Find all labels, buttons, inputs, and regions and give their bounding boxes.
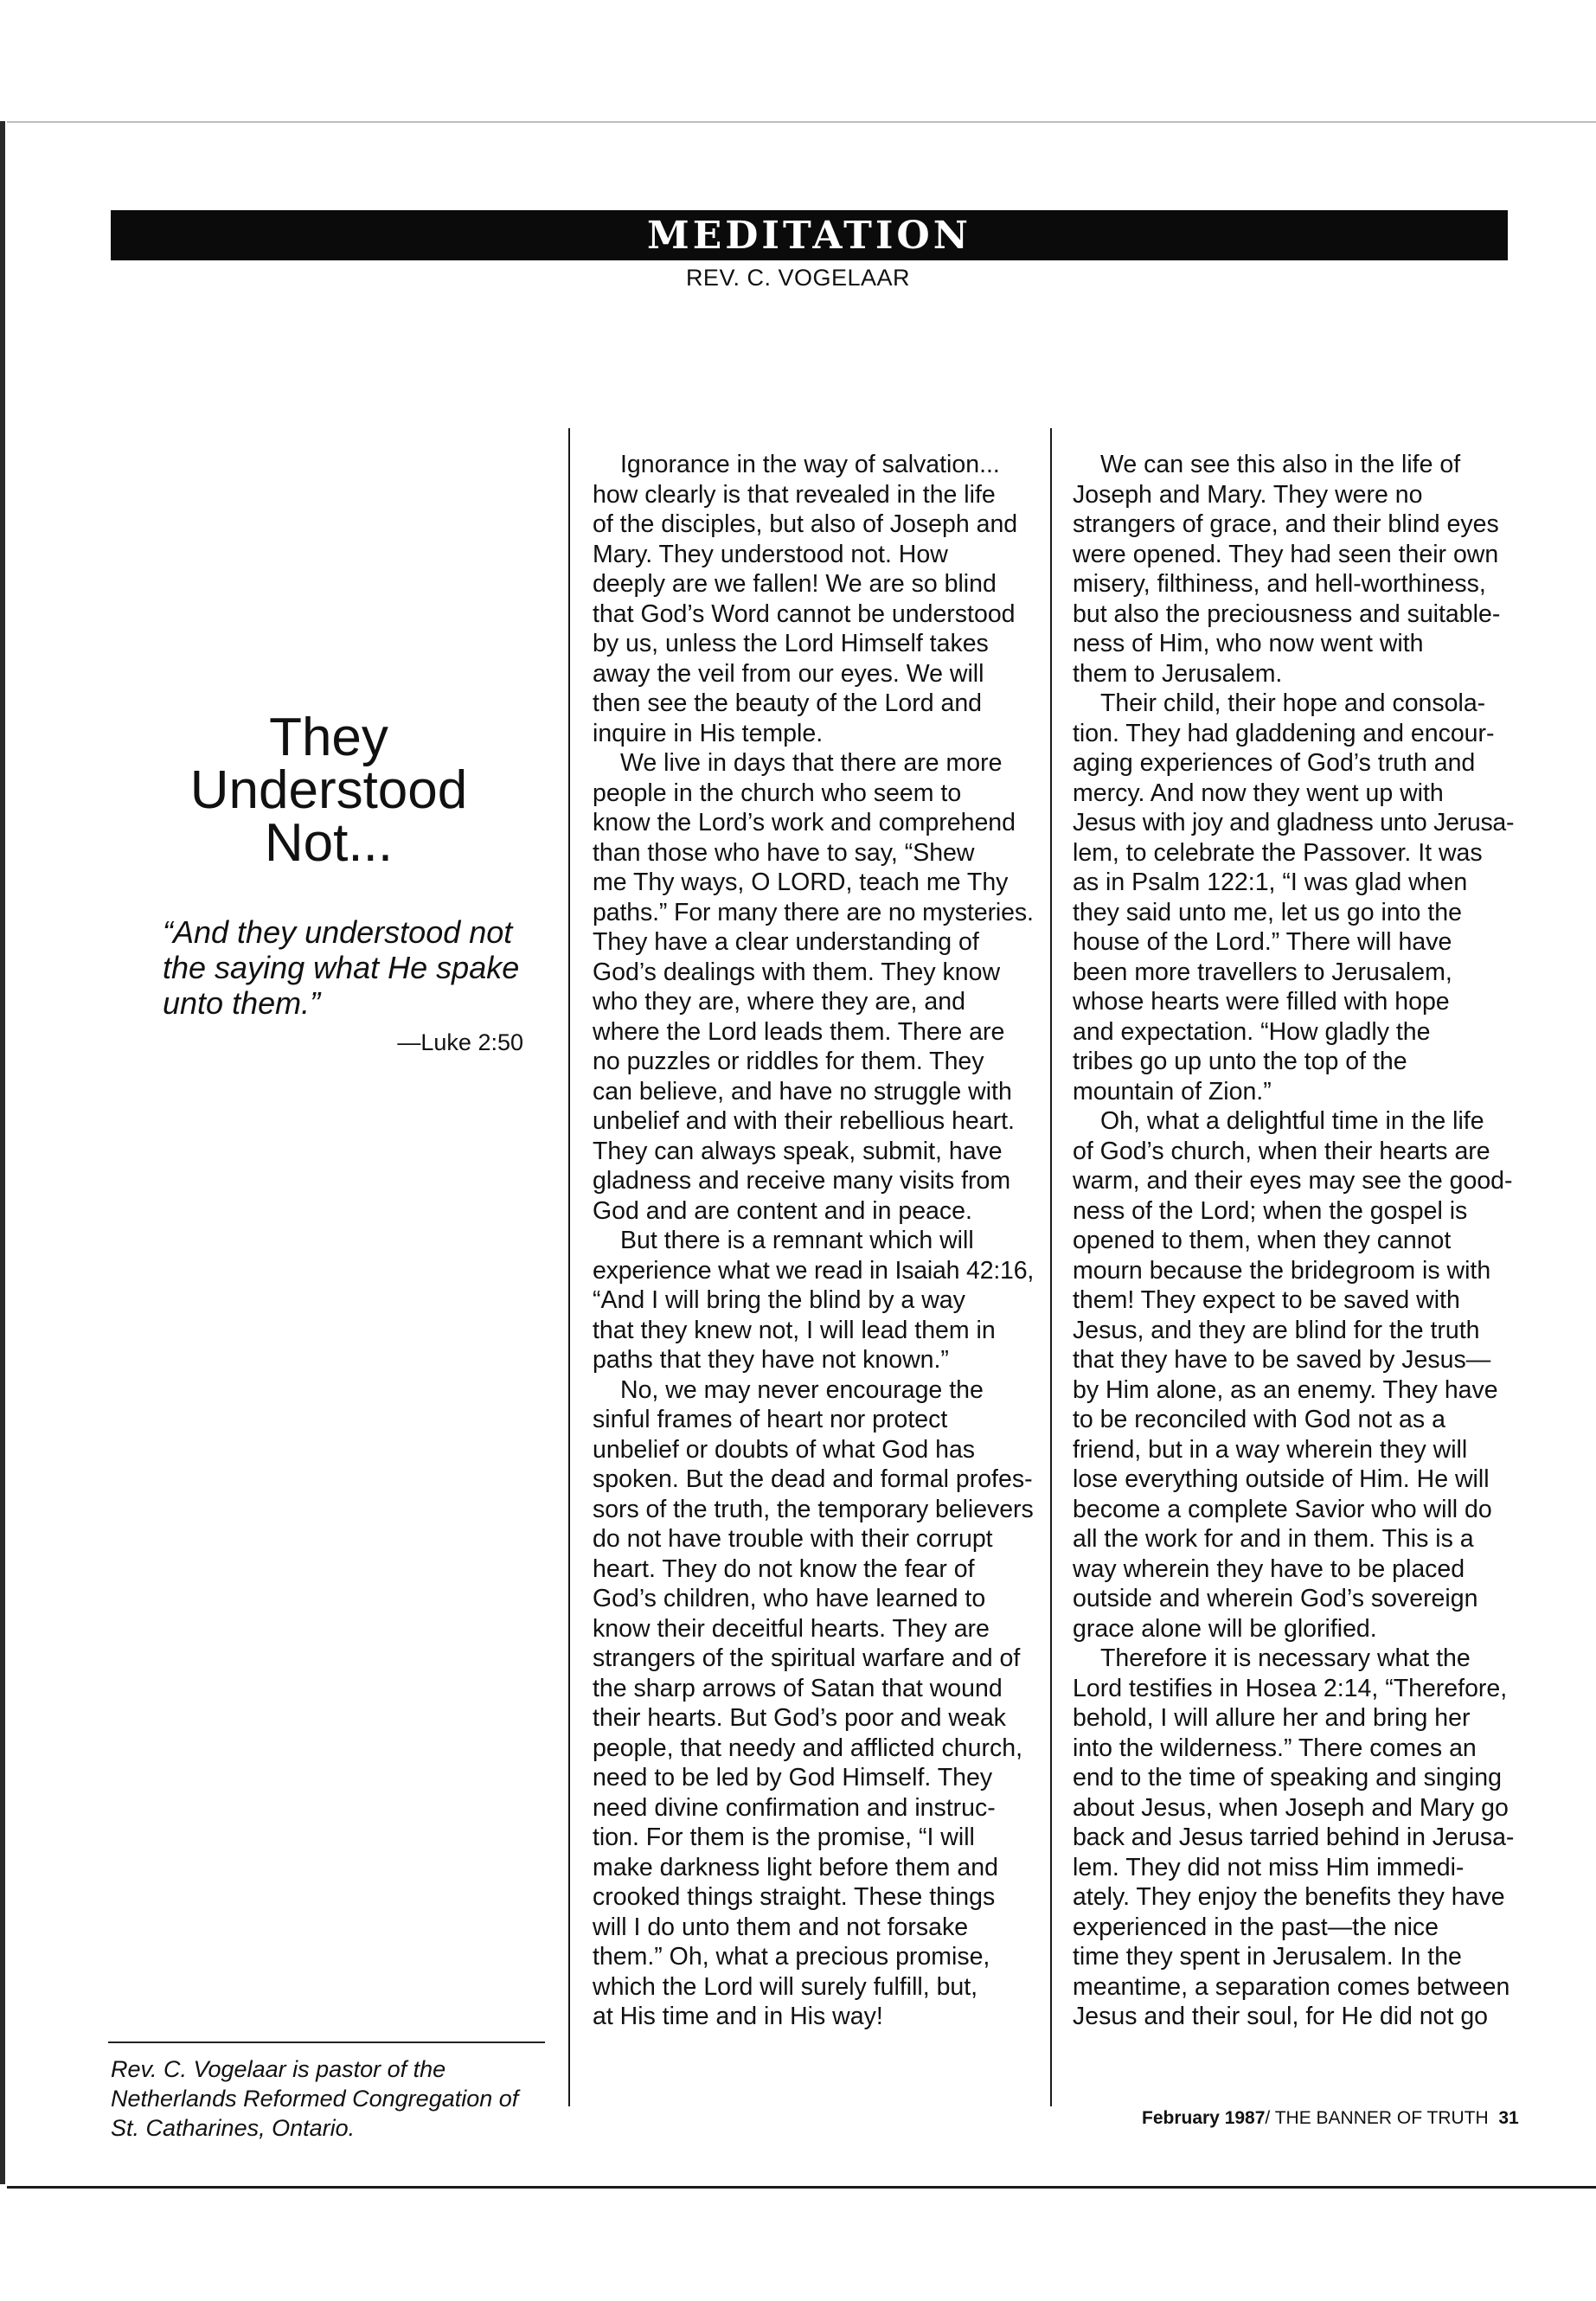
- text-line: that they knew not, I will lead them in: [593, 1316, 996, 1344]
- epigraph-quote: “And they understood not the saying what He spake unto them.”: [163, 914, 520, 1021]
- text-line: mountain of Zion.”: [1073, 1077, 1272, 1106]
- footer-date: February 1987: [1142, 2108, 1266, 2128]
- text-line: by us, unless the Lord Himself takes: [593, 630, 989, 657]
- text-line: the sharp arrows of Satan that wound: [593, 1674, 1003, 1702]
- text-line: Therefore it is necessary what the: [1100, 1644, 1471, 1672]
- text-line: spoken. But the dead and formal profes-: [593, 1465, 1033, 1493]
- text-line: their hearts. But God’s poor and weak: [593, 1704, 1006, 1732]
- text-line: friend, but in a way wherein they will: [1073, 1435, 1468, 1464]
- text-line: lose everything outside of Him. He will: [1073, 1465, 1490, 1493]
- text-line: time they spent in Jerusalem. In the: [1073, 1943, 1462, 1971]
- text-line: warm, and their eyes may see the good-: [1073, 1167, 1513, 1195]
- text-line: We live in days that there are more: [620, 749, 1003, 777]
- text-line: Their child, their hope and consola-: [1100, 689, 1486, 717]
- text-line: will I do unto them and not forsake: [593, 1913, 969, 1941]
- text-line: me Thy ways, O LORD, teach me Thy: [593, 868, 1009, 896]
- text-line: were opened. They had seen their own: [1073, 540, 1499, 568]
- text-line: God and are content and in peace.: [593, 1196, 972, 1225]
- footer-publication: / THE BANNER OF TRUTH: [1265, 2108, 1489, 2128]
- text-line: become a complete Savior who will do: [1073, 1495, 1492, 1523]
- text-line: by Him alone, as an enemy. They have: [1073, 1375, 1498, 1404]
- text-line: ness of Him, who now went with: [1073, 630, 1424, 657]
- text-line: Jesus and their soul, for He did not go: [1073, 2003, 1489, 2030]
- text-line: people in the church who seem to: [593, 779, 962, 807]
- text-line: outside and wherein God’s sovereign: [1073, 1585, 1478, 1612]
- text-line: that God’s Word cannot be understood: [593, 599, 1016, 628]
- text-line: lem, to celebrate the Passover. It was: [1073, 838, 1483, 867]
- text-line: about Jesus, when Joseph and Mary go: [1073, 1793, 1509, 1822]
- text-line: at His time and in His way!: [593, 2003, 883, 2030]
- text-line: they said unto me, let us go into the: [1073, 898, 1462, 926]
- text-line: strangers of grace, and their blind eyes: [1073, 510, 1499, 538]
- text-line: been more travellers to Jerusalem,: [1073, 958, 1452, 986]
- text-line: whose hearts were filled with hope: [1073, 988, 1450, 1016]
- text-line: Lord testifies in Hosea 2:14, “Therefore,: [1073, 1674, 1508, 1702]
- text-line: strangers of the spiritual warfare and of: [593, 1644, 1021, 1672]
- text-line: all the work for and in them. This is a: [1073, 1525, 1474, 1553]
- article-column-right: [1073, 450, 1514, 2032]
- section-title: MEDITATION: [647, 213, 971, 258]
- text-line: end to the time of speaking and singing: [1073, 1764, 1502, 1791]
- text-line: sors of the truth, the temporary believers: [593, 1495, 1034, 1523]
- text-line: lem. They did not miss Him immedi-: [1073, 1853, 1465, 1881]
- text-line: back and Jesus tarried behind in Jerusa-: [1073, 1823, 1515, 1851]
- text-line: need to be led by God Himself. They: [593, 1764, 993, 1791]
- text-line: They have a clear understanding of: [593, 928, 979, 956]
- text-line: them to Jerusalem.: [1073, 659, 1283, 688]
- text-line: meantime, a separation comes between: [1073, 1972, 1510, 2001]
- text-line: how clearly is that revealed in the life: [593, 480, 996, 509]
- text-line: Jesus with joy and gladness unto Jerusa-: [1073, 809, 1515, 836]
- text-line: to be reconciled with God not as a: [1073, 1406, 1445, 1433]
- text-line: of God’s church, when their hearts are: [1073, 1137, 1490, 1165]
- text-line: experience what we read in Isaiah 42:16,: [593, 1256, 1035, 1285]
- text-line: then see the beauty of the Lord and: [593, 689, 983, 717]
- text-line: deeply are we fallen! We are so blind: [593, 570, 997, 598]
- text-line: ness of the Lord; when the gospel is: [1073, 1196, 1468, 1225]
- text-line: Ignorance in the way of salvation...: [620, 451, 1000, 478]
- text-line: paths that they have not known.”: [593, 1346, 949, 1374]
- text-line: know the Lord’s work and comprehend: [593, 809, 1016, 836]
- article-title: [130, 708, 528, 873]
- column-divider: [568, 428, 570, 2106]
- text-line: way wherein they have to be placed: [1073, 1554, 1465, 1583]
- text-line: can believe, and have no struggle with: [593, 1077, 1012, 1106]
- text-line: mourn because the bridegroom is with: [1073, 1256, 1491, 1285]
- text-line: unbelief and with their rebellious heart.: [593, 1107, 1015, 1135]
- text-line: grace alone will be glorified.: [1073, 1614, 1377, 1643]
- text-line: opened to them, when they cannot: [1073, 1227, 1452, 1254]
- text-line: God’s dealings with them. They know: [593, 958, 1001, 986]
- page-edge-shadow: [0, 121, 5, 2184]
- text-line: which the Lord will surely fulfill, but,: [593, 1972, 978, 2001]
- text-line: heart. They do not know the fear of: [593, 1554, 975, 1583]
- text-line: need divine confirmation and instruc-: [593, 1793, 996, 1822]
- title-line: They: [269, 708, 388, 767]
- text-line: into the wilderness.” There comes an: [1073, 1734, 1477, 1762]
- text-line: know their deceitful hearts. They are: [593, 1614, 990, 1643]
- text-line: Oh, what a delightful time in the life: [1100, 1107, 1484, 1135]
- text-line: away the veil from our eyes. We will: [593, 659, 984, 688]
- text-line: them! They expect to be saved with: [1073, 1286, 1460, 1314]
- text-line: them.” Oh, what a precious promise,: [593, 1943, 990, 1971]
- text-line: tion. They had gladdening and encour-: [1073, 719, 1495, 747]
- text-line: that they have to be saved by Jesus—: [1073, 1346, 1491, 1374]
- text-line: No, we may never encourage the: [620, 1375, 984, 1404]
- text-line: make darkness light before them and: [593, 1853, 998, 1881]
- text-line: crooked things straight. These things: [593, 1883, 996, 1911]
- text-line: do not have trouble with their corrupt: [593, 1525, 993, 1553]
- title-line: Understood: [189, 760, 468, 820]
- text-line: as in Psalm 122:1, “I was glad when: [1073, 868, 1468, 896]
- text-line: ately. They enjoy the benefits they have: [1073, 1883, 1505, 1911]
- text-line: “And I will bring the blind by a way: [593, 1286, 965, 1314]
- text-line: of the disciples, but also of Joseph and: [593, 510, 1018, 538]
- page-footer: [1142, 2108, 1519, 2129]
- text-line: tribes go up unto the top of the: [1073, 1048, 1407, 1075]
- text-line: tion. For them is the promise, “I will: [593, 1823, 975, 1851]
- text-line: Jesus, and they are blind for the truth: [1073, 1316, 1480, 1344]
- text-line: God’s children, who have learned to: [593, 1585, 986, 1612]
- text-line: but also the preciousness and suitable-: [1073, 599, 1501, 628]
- page-number: 31: [1498, 2108, 1519, 2128]
- title-line: Not...: [264, 813, 394, 873]
- text-line: sinful frames of heart nor protect: [593, 1406, 948, 1433]
- text-line: misery, filthiness, and hell-worthiness,: [1073, 570, 1486, 598]
- text-line: and expectation. “How gladly the: [1073, 1017, 1431, 1046]
- text-line: But there is a remnant which will: [620, 1227, 974, 1254]
- text-line: Mary. They understood not. How: [593, 540, 948, 568]
- text-line: people, that needy and afflicted church,: [593, 1734, 1022, 1762]
- text-line: paths.” For many there are no mysteries.: [593, 898, 1034, 926]
- text-line: who they are, where they are, and: [593, 988, 965, 1016]
- author-note-rule: [108, 2041, 545, 2043]
- text-line: aging experiences of God’s truth and: [1073, 749, 1476, 777]
- text-line: unbelief or doubts of what God has: [593, 1435, 976, 1464]
- text-line: mercy. And now they went up with: [1073, 779, 1444, 807]
- text-line: house of the Lord.” There will have: [1073, 928, 1452, 956]
- epigraph-citation: —Luke 2:50: [397, 1029, 523, 1055]
- text-line: inquire in His temple.: [593, 719, 824, 747]
- author-note: Rev. C. Vogelaar is pastor of the Netherlands Reformed Congregation of St. Catharines, Ontario.: [111, 2056, 519, 2141]
- article-column-middle: [593, 450, 1034, 2032]
- section-banner: [111, 210, 1508, 260]
- text-line: than those who have to say, “Shew: [593, 838, 975, 867]
- text-line: experienced in the past—the nice: [1073, 1913, 1439, 1941]
- text-line: Joseph and Mary. They were no: [1073, 480, 1423, 509]
- text-line: They can always speak, submit, have: [593, 1137, 1003, 1165]
- text-line: We can see this also in the life of: [1100, 451, 1461, 478]
- column-divider: [1050, 428, 1052, 2106]
- author-byline: REV. C. VOGELAAR: [685, 265, 911, 291]
- text-line: no puzzles or riddles for them. They: [593, 1048, 984, 1075]
- text-line: where the Lord leads them. There are: [593, 1017, 1005, 1046]
- text-line: gladness and receive many visits from: [593, 1167, 1011, 1195]
- text-line: behold, I will allure her and bring her: [1073, 1704, 1471, 1732]
